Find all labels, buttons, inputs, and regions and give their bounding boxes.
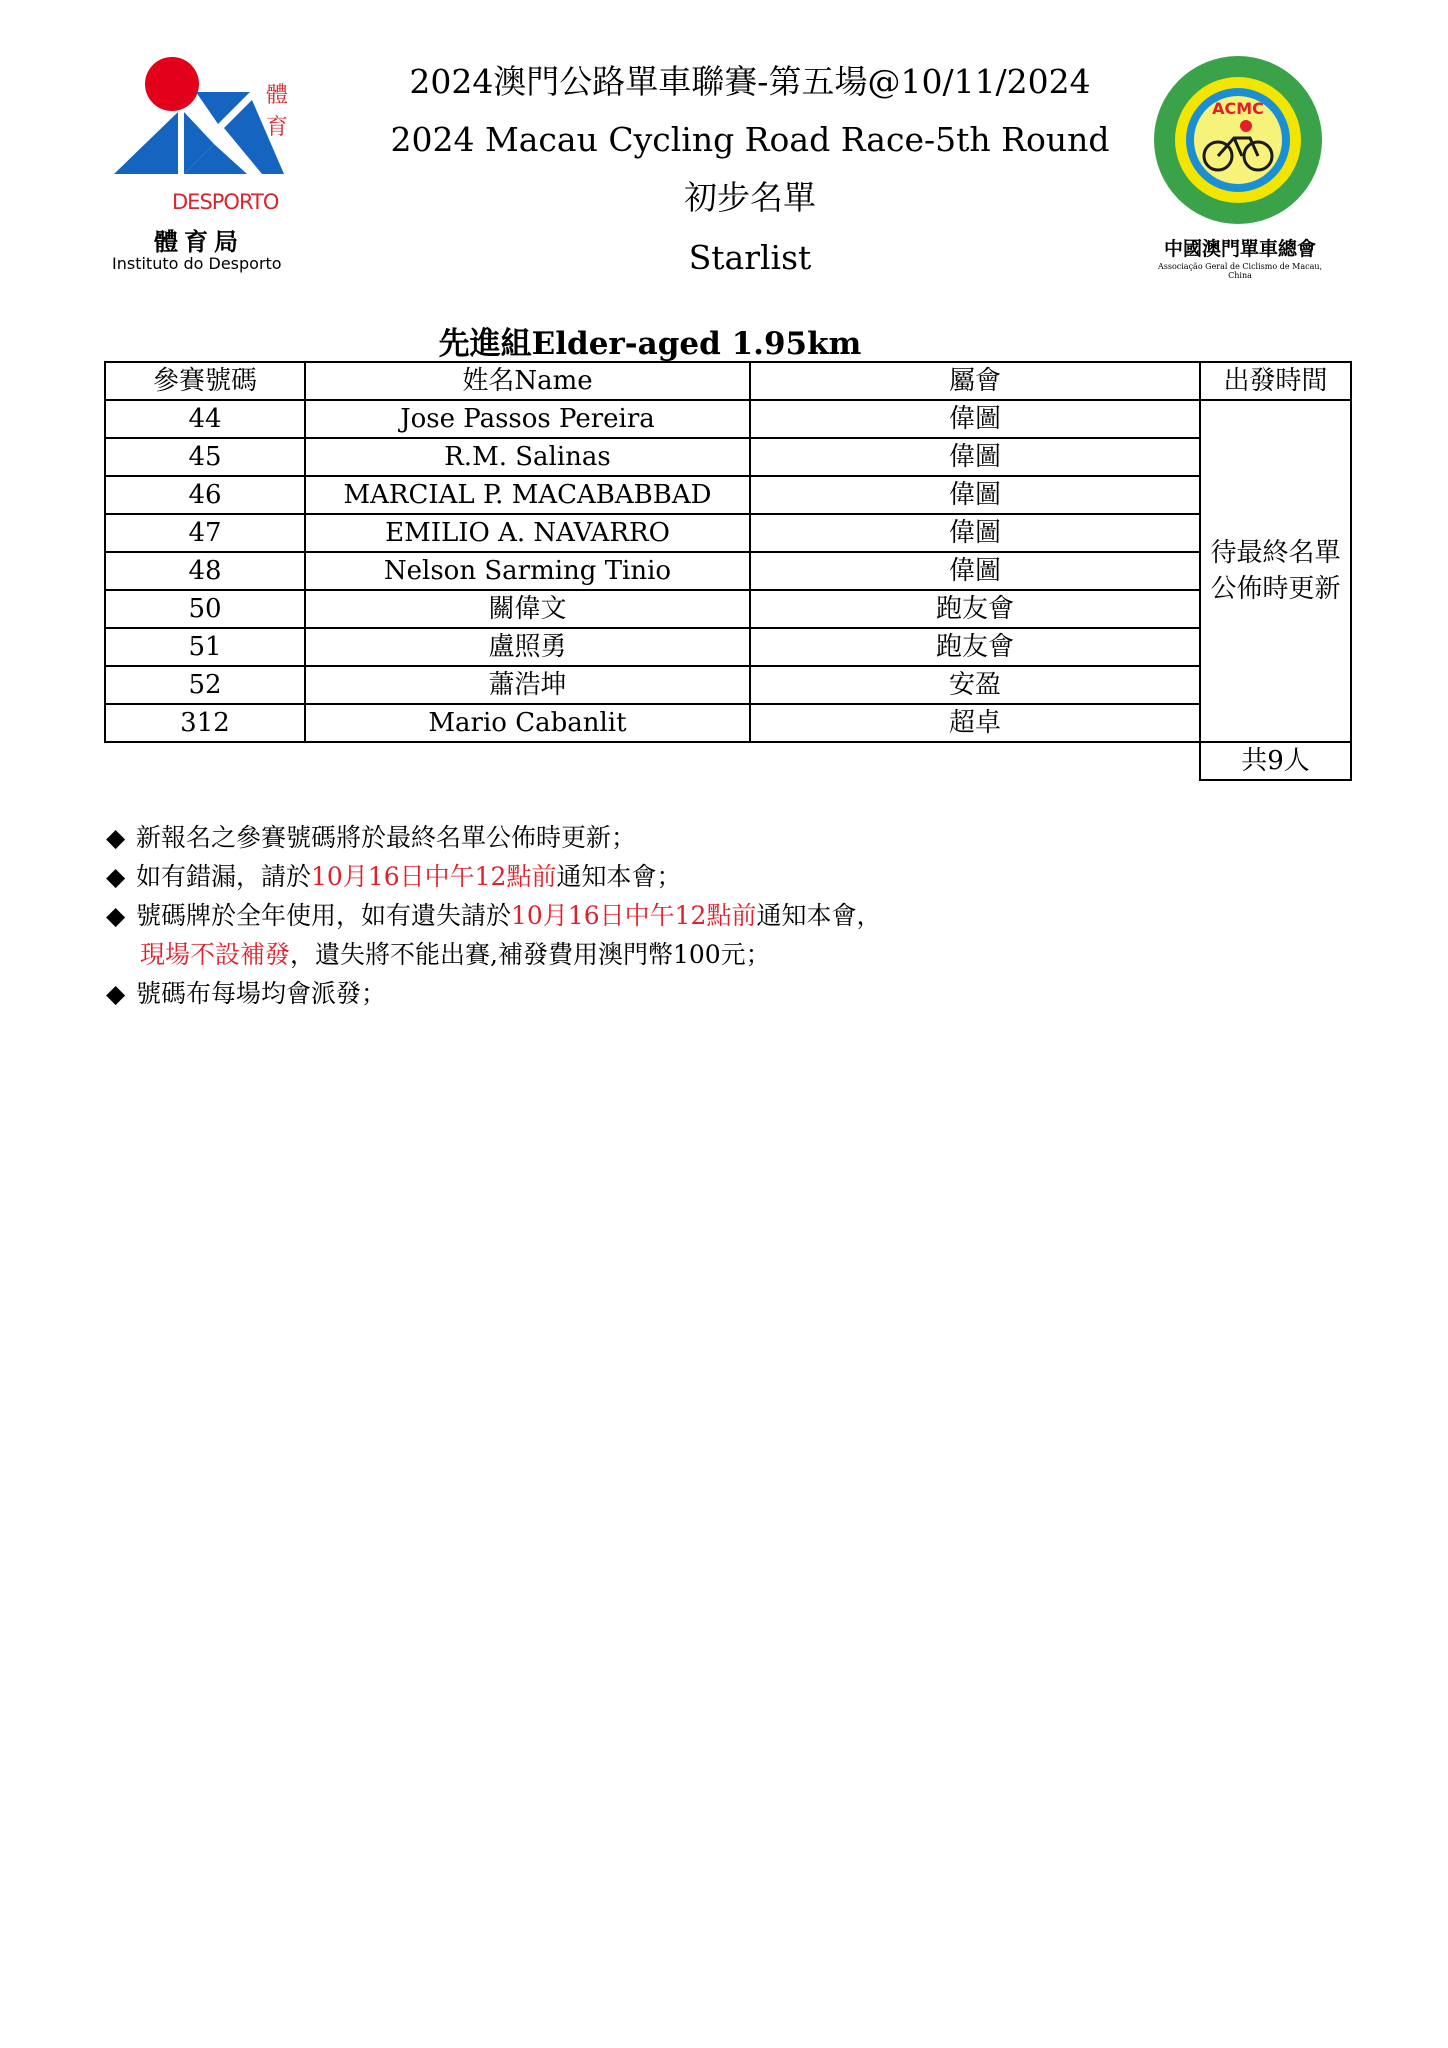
table-row <box>105 590 1351 628</box>
rider-club: 偉圖 <box>750 438 1200 476</box>
document-header <box>380 60 1120 296</box>
notes-section <box>106 818 1306 1013</box>
note-item <box>106 818 1306 857</box>
event-title-english: 2024 Macau Cycling Road Race-5th Round <box>390 120 1110 159</box>
table-header-row <box>105 362 1351 400</box>
note-text: ，遺失將不能出賽,補發費用澳門幣100元； <box>290 940 771 969</box>
note-text: 號碼布每場均會派發； <box>136 979 387 1008</box>
list-title-english: Starlist <box>688 238 812 277</box>
rider-club: 跑友會 <box>750 590 1200 628</box>
rider-club: 偉圖 <box>750 552 1200 590</box>
note-item <box>106 857 1306 896</box>
table-total-row <box>105 742 1351 780</box>
sports-bureau-desporto: DESPORTO <box>172 190 279 214</box>
start-time-pending-note: 待最終名單公佈時更新 <box>1200 400 1351 742</box>
note-item <box>106 974 1306 1013</box>
note-text: 號碼牌於全年使用，如有遺失請於 <box>136 901 512 930</box>
rider-club: 偉圖 <box>750 476 1200 514</box>
note-item <box>106 896 1306 935</box>
rider-name: 關偉文 <box>305 590 750 628</box>
sports-bureau-side-text: 體育 <box>265 83 288 140</box>
rider-club: 跑友會 <box>750 628 1200 666</box>
total-riders: 共9人 <box>1200 742 1351 780</box>
cycling-association-acronym: ACMC <box>1212 99 1264 118</box>
rider-number: 52 <box>105 666 305 704</box>
note-text: 新報名之參賽號碼將於最終名單公佈時更新； <box>136 823 637 852</box>
rider-club: 安盈 <box>750 666 1200 704</box>
table-row <box>105 552 1351 590</box>
note-item-continuation <box>106 935 1306 974</box>
table-row <box>105 666 1351 704</box>
cycling-association-chinese-name: 中國澳門單車總會 <box>1163 238 1316 260</box>
diamond-bullet-icon: ◆ <box>106 979 126 1008</box>
rider-club: 偉圖 <box>750 514 1200 552</box>
rider-number: 312 <box>105 704 305 742</box>
diamond-bullet-icon: ◆ <box>106 862 126 891</box>
diamond-bullet-icon: ◆ <box>106 901 126 930</box>
sports-bureau-logo <box>112 54 308 279</box>
sports-bureau-chinese-name: 體育局 <box>154 228 244 256</box>
header-number: 參賽號碼 <box>105 362 305 400</box>
rider-name: Jose Passos Pereira <box>305 400 750 438</box>
table-row <box>105 514 1351 552</box>
rider-number: 46 <box>105 476 305 514</box>
rider-number: 44 <box>105 400 305 438</box>
note-warning: 現場不設補發 <box>140 940 291 969</box>
header-start-time: 出發時間 <box>1200 362 1351 400</box>
cycling-association-portuguese-name: Associação Geral de Ciclismo de Macau, China <box>1157 262 1323 280</box>
rider-name: MARCIAL P. MACABABBAD <box>305 476 750 514</box>
table-row <box>105 438 1351 476</box>
table-row <box>105 628 1351 666</box>
header-club: 屬會 <box>750 362 1200 400</box>
rider-name: 蕭浩坤 <box>305 666 750 704</box>
note-text: 如有錯漏，請於 <box>136 862 312 891</box>
starlist-table <box>104 361 1352 781</box>
rider-name: 盧照勇 <box>305 628 750 666</box>
rider-number: 48 <box>105 552 305 590</box>
list-title-chinese: 初步名單 <box>684 178 816 217</box>
rider-number: 45 <box>105 438 305 476</box>
rider-number: 47 <box>105 514 305 552</box>
note-text: 通知本會； <box>556 862 682 891</box>
rider-name: Nelson Sarming Tinio <box>305 552 750 590</box>
sports-bureau-portuguese-name: Instituto do Desporto <box>112 254 282 273</box>
rider-name: R.M. Salinas <box>305 438 750 476</box>
rider-club: 偉圖 <box>750 400 1200 438</box>
rider-name: EMILIO A. NAVARRO <box>305 514 750 552</box>
header-name: 姓名Name <box>305 362 750 400</box>
table-row <box>105 476 1351 514</box>
cycling-association-emblem-icon <box>1150 54 1330 229</box>
rider-number: 50 <box>105 590 305 628</box>
table-row <box>105 400 1351 438</box>
diamond-bullet-icon: ◆ <box>106 823 126 852</box>
note-deadline: 10月16日中午12點前 <box>311 862 557 891</box>
rider-club: 超卓 <box>750 704 1200 742</box>
note-deadline: 10月16日中午12點前 <box>511 901 757 930</box>
note-text: 通知本會， <box>756 901 882 930</box>
table-row <box>105 704 1351 742</box>
rider-name: Mario Cabanlit <box>305 704 750 742</box>
event-title-chinese: 2024澳門公路單車聯賽-第五場@10/11/2024 <box>409 62 1091 101</box>
category-title: 先進組Elder-aged 1.95km <box>438 326 862 362</box>
rider-number: 51 <box>105 628 305 666</box>
cycling-association-logo <box>1150 54 1330 279</box>
